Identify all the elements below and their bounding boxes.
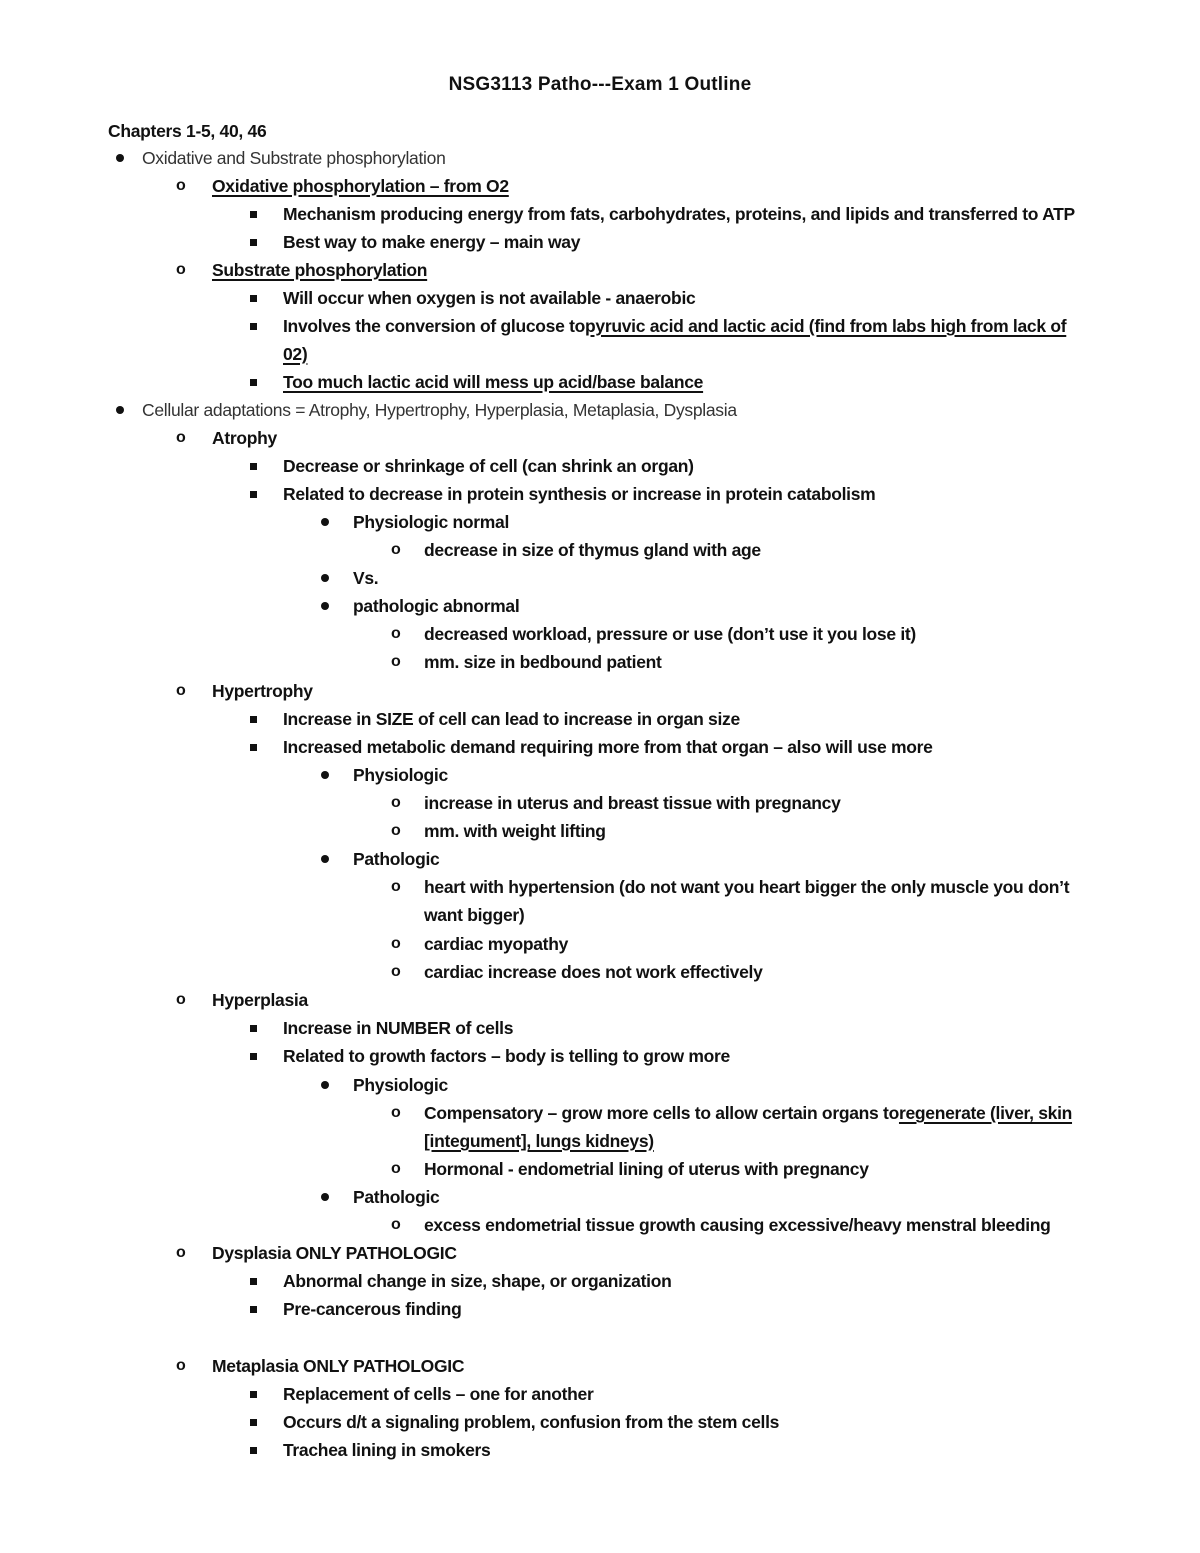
bullet-circle-icon: o [391, 794, 401, 811]
list-item [283, 284, 695, 312]
list-item-text: Hyperplasia [212, 990, 308, 1010]
list-item [391, 958, 763, 986]
list-item [283, 733, 933, 761]
list-item-text: Related to growth factors – body is telling to grow more [283, 1046, 730, 1066]
bullet-circle-icon: o [391, 541, 401, 558]
list-item [176, 1239, 457, 1267]
chapters-heading [108, 117, 266, 145]
list-item [176, 1352, 465, 1380]
bullet-square-icon [250, 1419, 257, 1426]
chapters-heading-text: Chapters 1-5, 40, 46 [108, 121, 267, 141]
list-item-text: Hormonal - endometrial lining of uterus with pregnancy [424, 1159, 869, 1179]
list-item [391, 1155, 869, 1183]
bullet-circle-icon: o [176, 177, 186, 194]
bullet-square-icon [250, 1278, 257, 1285]
list-item-text: pathologic abnormal [353, 596, 520, 616]
bullet-square-icon [250, 1391, 257, 1398]
list-item-text: Hypertrophy [212, 681, 313, 701]
list-item-text: cardiac increase does not work effectively [424, 962, 763, 982]
list-item-text: Occurs d/t a signaling problem, confusion from the stem cells [283, 1412, 780, 1432]
list-item-text: Abnormal change in size, shape, or organization [283, 1271, 672, 1291]
list-item [283, 452, 694, 480]
bullet-square-icon [250, 1306, 257, 1313]
list-item [283, 1380, 594, 1408]
list-item [391, 817, 606, 845]
list-item-text-underlined: 02) [283, 344, 308, 364]
bullet-square-icon [250, 1053, 257, 1060]
list-item [142, 396, 737, 424]
bullet-square-icon [250, 716, 257, 723]
bullet-disc-icon [321, 855, 329, 863]
list-item-text: Increase in SIZE of cell can lead to increase in organ size [283, 709, 740, 729]
bullet-circle-icon: o [391, 625, 401, 642]
bullet-square-icon [250, 744, 257, 751]
bullet-circle-icon: o [176, 1357, 186, 1374]
list-item [353, 1183, 439, 1211]
list-item [176, 986, 308, 1014]
bullet-square-icon [250, 491, 257, 498]
bullet-circle-icon: o [391, 1160, 401, 1177]
list-item [391, 873, 1070, 901]
list-item [283, 1042, 730, 1070]
list-item-text: Physiologic [353, 1075, 448, 1095]
list-item [391, 1211, 1051, 1239]
bullet-disc-icon [321, 771, 329, 779]
list-item [283, 368, 703, 396]
list-item [353, 761, 448, 789]
bullet-circle-icon: o [176, 682, 186, 699]
list-item [283, 1267, 671, 1295]
list-item [283, 312, 1066, 340]
bullet-square-icon [250, 239, 257, 246]
bullet-square-icon [250, 463, 257, 470]
list-item [283, 480, 875, 508]
list-item-text: Physiologic normal [353, 512, 510, 532]
list-item [391, 536, 761, 564]
bullet-square-icon [250, 211, 257, 218]
list-item-text: Dysplasia ONLY PATHOLOGIC [212, 1243, 457, 1263]
list-item [353, 845, 439, 873]
list-item [283, 1408, 779, 1436]
list-item-text: decreased workload, pressure or use (don’t use it you lose it) [424, 624, 916, 644]
bullet-circle-icon: o [391, 1104, 401, 1121]
bullet-circle-icon: o [391, 822, 401, 839]
bullet-disc-icon [321, 518, 329, 526]
list-item-text: Trachea lining in smokers [283, 1440, 491, 1460]
list-item [283, 1436, 490, 1464]
list-item [391, 930, 569, 958]
bullet-disc-icon [116, 154, 124, 162]
list-item-text-underlined: regenerate (liver, skin [898, 1103, 1073, 1123]
bullet-circle-icon: o [391, 878, 401, 895]
list-item-text: Replacement of cells – one for another [283, 1384, 594, 1404]
list-item [353, 1071, 448, 1099]
list-item-text: Vs. [353, 568, 379, 588]
list-item [283, 1014, 513, 1042]
bullet-square-icon [250, 295, 257, 302]
list-item-text: increase in uterus and breast tissue with pregnancy [424, 793, 841, 813]
bullet-square-icon [250, 323, 257, 330]
list-item-text: cardiac myopathy [424, 934, 569, 954]
list-item-text: Oxidative and Substrate phosphorylation [142, 148, 446, 168]
bullet-circle-icon: o [176, 1244, 186, 1261]
list-item-text: Involves the conversion of glucose to [283, 316, 586, 336]
bullet-circle-icon: o [391, 1216, 401, 1233]
list-item-text: Decrease or shrinkage of cell (can shrink an organ) [283, 456, 694, 476]
list-item [283, 705, 740, 733]
list-item-continuation [424, 1127, 654, 1155]
list-item-text: Increased metabolic demand requiring more from that organ – also will use more [283, 737, 933, 757]
list-item-text: Atrophy [212, 428, 277, 448]
bullet-disc-icon [116, 406, 124, 414]
bullet-disc-icon [321, 602, 329, 610]
list-item-text: mm. with weight lifting [424, 821, 606, 841]
list-item-text-underlined: [integument], lungs kidneys) [424, 1131, 654, 1151]
bullet-disc-icon [321, 574, 329, 582]
list-item-text-underlined: pyruvic acid and lactic acid (find from labs high from lack of [585, 316, 1067, 336]
list-item [176, 172, 509, 200]
list-item-text: Increase in NUMBER of cells [283, 1018, 514, 1038]
list-item [353, 508, 509, 536]
list-item-text: Too much lactic acid will mess up acid/base balance [283, 372, 704, 392]
list-item [391, 789, 841, 817]
list-item-text: Physiologic [353, 765, 448, 785]
list-item [391, 1099, 1073, 1127]
bullet-circle-icon: o [391, 935, 401, 952]
list-item-text: mm. size in bedbound patient [424, 652, 662, 672]
bullet-circle-icon: o [391, 963, 401, 980]
bullet-disc-icon [321, 1193, 329, 1201]
bullet-square-icon [250, 1025, 257, 1032]
list-item-text: Pre-cancerous finding [283, 1299, 462, 1319]
list-item [283, 200, 1075, 228]
list-item [283, 228, 580, 256]
list-item-text: Pathologic [353, 849, 440, 869]
list-item [353, 592, 519, 620]
list-item-text: decrease in size of thymus gland with age [424, 540, 761, 560]
list-item-text: Oxidative phosphorylation – from O2 [212, 176, 509, 196]
list-item-text: Best way to make energy – main way [283, 232, 581, 252]
list-item-text: want bigger) [424, 905, 525, 925]
list-item-text: Metaplasia ONLY PATHOLOGIC [212, 1356, 465, 1376]
list-item-text: Related to decrease in protein synthesis or increase in protein catabolism [283, 484, 876, 504]
list-item [353, 564, 378, 592]
list-item-continuation [283, 340, 307, 368]
list-item-text: excess endometrial tissue growth causing excessive/heavy menstral bleeding [424, 1215, 1051, 1235]
list-item [391, 620, 916, 648]
list-item-text: Pathologic [353, 1187, 440, 1207]
list-item [142, 144, 446, 172]
list-item-text: Cellular adaptations = Atrophy, Hypertrophy, Hyperplasia, Metaplasia, Dysplasia [142, 400, 737, 420]
list-item-text: Compensatory – grow more cells to allow certain organs to [424, 1103, 899, 1123]
bullet-square-icon [250, 379, 257, 386]
list-item-text: heart with hypertension (do not want you heart bigger the only muscle you don’t [424, 877, 1070, 897]
list-item-text: Mechanism producing energy from fats, carbohydrates, proteins, and lipids and transferred to ATP [283, 204, 1075, 224]
bullet-circle-icon: o [176, 991, 186, 1008]
bullet-circle-icon: o [391, 653, 401, 670]
list-item-text: Substrate phosphorylation [212, 260, 428, 280]
list-item [283, 1295, 461, 1323]
list-item [176, 256, 428, 284]
bullet-circle-icon: o [176, 261, 186, 278]
bullet-disc-icon [321, 1081, 329, 1089]
list-item [176, 677, 313, 705]
list-item [176, 424, 277, 452]
list-item-text: Will occur when oxygen is not available - anaerobic [283, 288, 696, 308]
list-item-continuation [424, 901, 524, 929]
document-title: NSG3113 Patho---Exam 1 Outline [448, 74, 752, 95]
list-item [391, 648, 662, 676]
bullet-circle-icon: o [176, 429, 186, 446]
bullet-square-icon [250, 1447, 257, 1454]
